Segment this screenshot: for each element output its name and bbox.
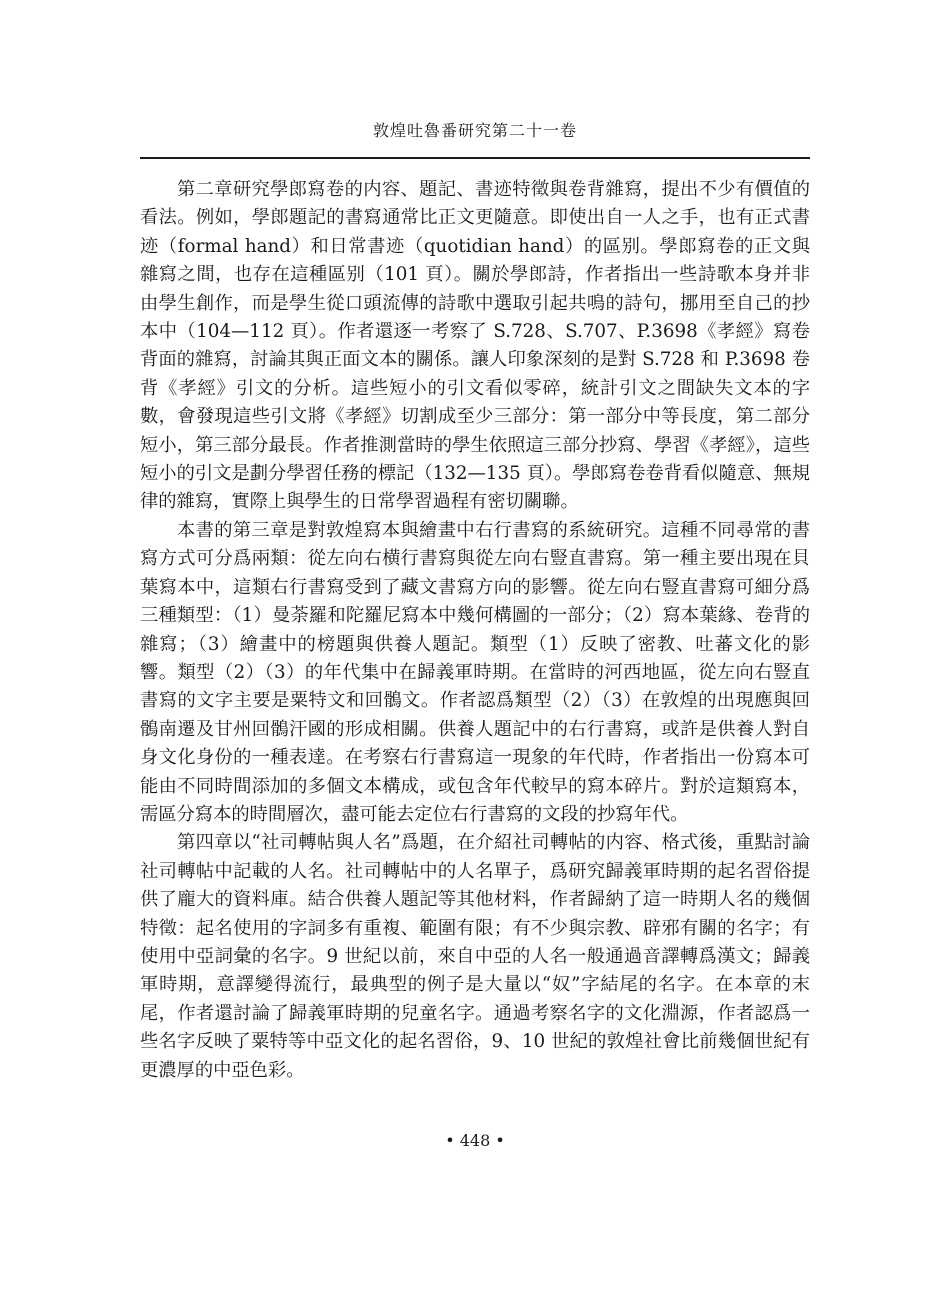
running-header: 敦煌吐魯番研究第二十一卷 bbox=[372, 121, 577, 140]
page-number: • 448 • bbox=[445, 1131, 505, 1150]
body-text bbox=[140, 176, 810, 1085]
paragraph-chapter-three: 本書的第三章是對敦煌寫本與繪畫中右行書寫的系統研究。這種不同尋常的書寫方式可分爲兩類：從左向右横行書寫與從左向右豎直書寫。第一種主要出現在貝葉寫本中，這類右行書寫受到了藏文書寫方向的影響。從左向右豎直書寫可細分爲三種類型：（1）曼荼羅和陀羅尼寫本中幾何構圖的一部分；（2）寫本葉緣、卷背的雜寫；（3）繪畫中的榜題與供養人題記。類型（1）反映了密教、吐蕃文化的影響。類型（2）（3）的年代集中在歸義軍時期。在當時的河西地區，從左向右豎直書寫的文字主要是粟特文和回鶻文。作者認爲類型（2）（3）在敦煌的出現應與回鶻南遷及甘州回鶻汗國的形成相關。供養人題記中的右行書寫，或許是供養人對自身文化身份的一種表達。在考察右行書寫這一現象的年代時，作者指出一份寫本可能由不同時間添加的多個文本構成，或包含年代較早的寫本碎片。對於這類寫本，需區分寫本的時間層次，盡可能去定位右行書寫的文段的抄寫年代。 bbox=[140, 519, 810, 825]
paragraph-chapter-four: 第四章以“社司轉帖與人名”爲題，在介紹社司轉帖的内容、格式後，重點討論社司轉帖中記載的人名。社司轉帖中的人名單子，爲研究歸義軍時期的起名習俗提供了龐大的資料庫。結合供養人題記等其他材料，作者歸納了這一時期人名的幾個特徵：起名使用的字詞多有重複、範圍有限；有不少與宗教、辟邪有關的名字；有使用中亞詞彙的名字。9 世紀以前，來自中亞的人名一般通過音譯轉爲漢文；歸義軍時期，意譯變得流行，最典型的例子是大量以“奴”字結尾的名字。在本章的末尾，作者還討論了歸義軍時期的兒童名字。通過考察名字的文化淵源，作者認爲一些名字反映了粟特等中亞文化的起名習俗，9、10 世紀的敦煌社會比前幾個世紀有更濃厚的中亞色彩。 bbox=[140, 832, 810, 1081]
header-rule bbox=[140, 157, 810, 159]
paragraph-chapter-two: 第二章研究學郎寫卷的内容、題記、書迹特徵與卷背雜寫，提出不少有價值的看法。例如，學郎題記的書寫通常比正文更隨意。即使出自一人之手，也有正式書迹（formal hand）和日常書迹（quotidian hand）的區别。學郎寫卷的正文與雜寫之間，也存在這種區别（101 頁）。關於學郎詩，作者指出一些詩歌本身并非由學生創作，而是學生從口頭流傳的詩歌中選取引起共鳴的詩句，挪用至自己的抄本中（104—112 頁）。作者還逐一考察了 S.728、S.707、P.3698《孝經》寫卷背面的雜寫，討論其與正面文本的關係。讓人印象深刻的是對 S.728 和 P.3698 卷背《孝經》引文的分析。這些短小的引文看似零碎，統計引文之間缺失文本的字數，會發現這些引文將《孝經》切割成至少三部分：第一部分中等長度，第二部分短小，第三部分最長。作者推測當時的學生依照這三部分抄寫、學習《孝經》，這些短小的引文是劃分學習任務的標記（132—135 頁）。學郎寫卷卷背看似隨意、無規律的雜寫，實際上與學生的日常學習過程有密切關聯。 bbox=[140, 179, 810, 513]
